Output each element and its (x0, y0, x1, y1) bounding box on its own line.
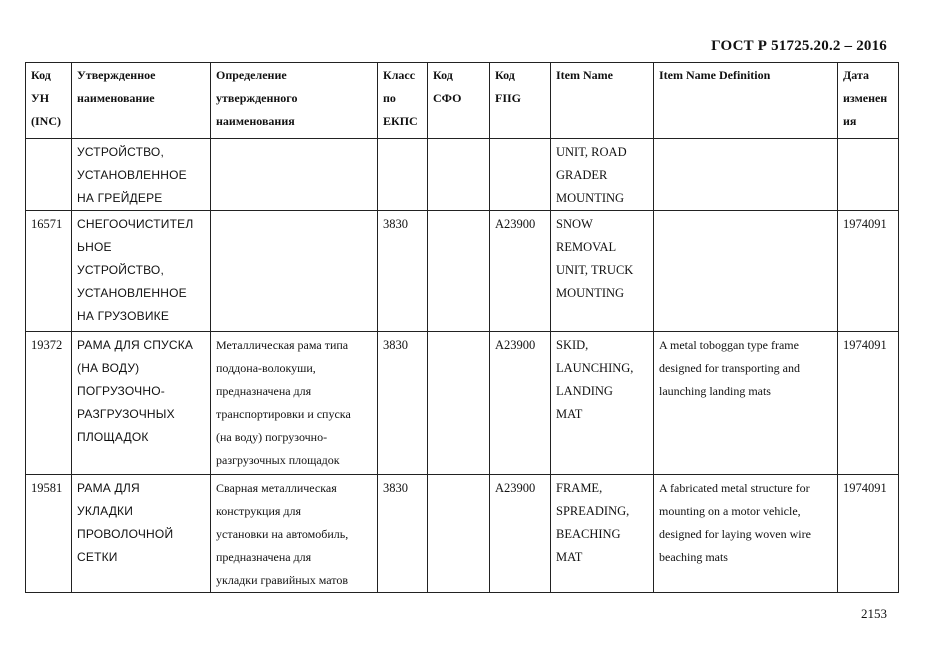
col-header-sfo: Код СФО (428, 63, 490, 139)
table-row (26, 475, 899, 593)
cell-item-definition: A fabricated metal structure for mounting on a motor vehicle, designed for laying woven wire beaching mats (654, 475, 838, 593)
cell-definition (211, 139, 378, 211)
table-row (26, 139, 899, 211)
cell-fiig: A23900 (490, 211, 551, 332)
col-header-approved-name: Утвержденное наименование (72, 63, 211, 139)
document-standard-header: ГОСТ Р 51725.20.2 – 2016 (711, 38, 887, 54)
cell-item-definition (654, 139, 838, 211)
cell-item-name: FRAME, SPREADING, BEACHING MAT (551, 475, 654, 593)
cell-sfo (428, 139, 490, 211)
cell-item-definition (654, 211, 838, 332)
cell-definition: Металлическая рама типа поддона-волокуши, предназначена для транспортировки и спуска (на воду) погрузочно- разгрузочных площадок (211, 332, 378, 475)
cell-class: 3830 (378, 475, 428, 593)
cell-approved-name: РАМА ДЛЯ УКЛАДКИ ПРОВОЛОЧНОЙ СЕТКИ (72, 475, 211, 593)
cell-approved-name: СНЕГООЧИСТИТЕЛ ЬНОЕ УСТРОЙСТВО, УСТАНОВЛЕННОЕ НА ГРУЗОВИКЕ (72, 211, 211, 332)
cell-item-definition: A metal toboggan type frame designed for transporting and launching landing mats (654, 332, 838, 475)
cell-item-name: SNOW REMOVAL UNIT, TRUCK MOUNTING (551, 211, 654, 332)
nomenclature-table (25, 62, 899, 593)
table-row (26, 211, 899, 332)
col-header-class: Класс по ЕКПС (378, 63, 428, 139)
table-row (26, 332, 899, 475)
cell-item-name: SKID, LAUNCHING, LANDING MAT (551, 332, 654, 475)
cell-class (378, 139, 428, 211)
cell-item-name: UNIT, ROAD GRADER MOUNTING (551, 139, 654, 211)
col-header-fiig: Код FIIG (490, 63, 551, 139)
col-header-item-name-definition: Item Name Definition (654, 63, 838, 139)
col-header-code-inc: Код УН (INC) (26, 63, 72, 139)
cell-code: 16571 (26, 211, 72, 332)
cell-change-date: 1974091 (838, 332, 899, 475)
cell-sfo (428, 211, 490, 332)
cell-sfo (428, 475, 490, 593)
cell-class: 3830 (378, 211, 428, 332)
col-header-change-date: Дата изменен ия (838, 63, 899, 139)
cell-change-date (838, 139, 899, 211)
cell-code: 19372 (26, 332, 72, 475)
cell-fiig: A23900 (490, 332, 551, 475)
cell-definition (211, 211, 378, 332)
cell-approved-name: УСТРОЙСТВО, УСТАНОВЛЕННОЕ НА ГРЕЙДЕРЕ (72, 139, 211, 211)
cell-code: 19581 (26, 475, 72, 593)
page-number: 2153 (861, 606, 887, 621)
cell-fiig: A23900 (490, 475, 551, 593)
cell-sfo (428, 332, 490, 475)
cell-change-date: 1974091 (838, 211, 899, 332)
col-header-item-name: Item Name (551, 63, 654, 139)
col-header-definition: Определение утвержденного наименования (211, 63, 378, 139)
cell-approved-name: РАМА ДЛЯ СПУСКА (НА ВОДУ) ПОГРУЗОЧНО- РАЗГРУЗОЧНЫХ ПЛОЩАДОК (72, 332, 211, 475)
table-header-row (26, 63, 899, 139)
cell-code (26, 139, 72, 211)
cell-class: 3830 (378, 332, 428, 475)
cell-fiig (490, 139, 551, 211)
cell-change-date: 1974091 (838, 475, 899, 593)
cell-definition: Сварная металлическая конструкция для установки на автомобиль, предназначена для укладки гравийных матов (211, 475, 378, 593)
